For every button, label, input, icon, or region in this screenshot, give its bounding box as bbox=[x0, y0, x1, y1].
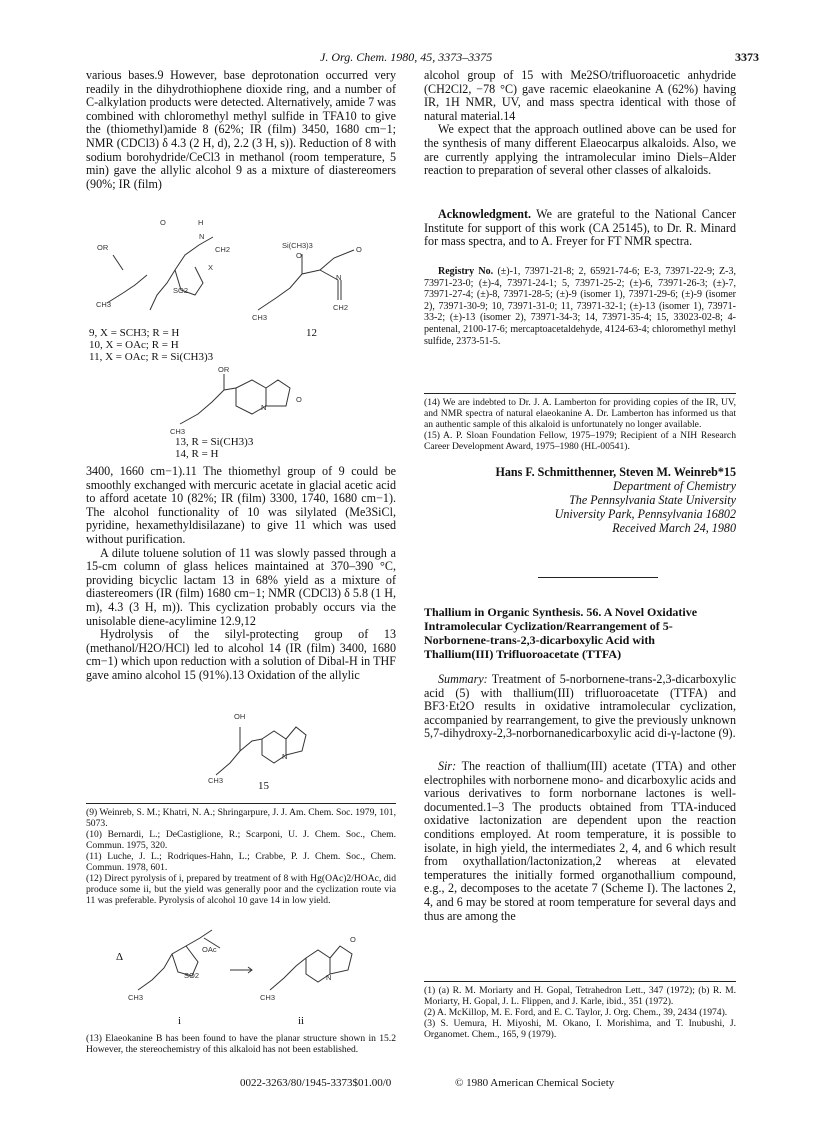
struct-label: O bbox=[296, 395, 302, 404]
footnote-13: (13) Elaeokanine B has been found to have the planar structure shown in 15.2 However, the stereochemistry of this alkaloid has not been established. bbox=[86, 1033, 396, 1055]
right-paragraphs: alcohol group of 15 with Me2SO/trifluoroacetic anhydride (CH2Cl2, −78 °C) gave racemic elaeokanine A (62%) having IR, 1H NMR, UV, and mass spectra identical with those of natural material.14 We expect that the approach outlined above can be used for the synthesis of many different Elaeocarpus alkaloids. Also, we are currently applying the intramolecular imino Diels–Alder reaction to preparation of several other classes of alkaloids. bbox=[424, 68, 736, 178]
struct-label: H bbox=[198, 218, 204, 227]
struct-label: N bbox=[261, 403, 267, 412]
summary-heading: Summary: bbox=[438, 672, 488, 686]
page-number: 3373 bbox=[735, 50, 759, 64]
struct-label: CH3 bbox=[208, 776, 224, 785]
sir-text: The reaction of thallium(III) acetate (TTA) and other electrophiles with norbornene mono- and dicarboxylic acids and various derivatives to form norbornane lactones is well-documented.1–3 The products obtained from TTA-induced oxidative lactonization are dependent upon the reaction conditions employed. At room temperature, it is possible to isolate, in high yield, the intermediates 2, 4, and 6 which result from oxythallation/lactonization,2 whereas at elevated temperatures the initially formed organothallium compound, e.g., 2, decomposes to the acetate 7 (Scheme I). The lactones 2, 4, and 6 may be stored at room temperature for several days and thus are among the bbox=[424, 759, 736, 923]
struct-label: CH3 bbox=[128, 993, 144, 1002]
struct-label: CH3 bbox=[252, 313, 268, 322]
label-12: 12 bbox=[306, 327, 317, 339]
affiliation-line: University Park, Pennsylvania 16802 bbox=[554, 507, 736, 521]
sir-paragraph bbox=[424, 760, 736, 923]
running-header: J. Org. Chem. 1980, 45, 3373–3375 bbox=[320, 50, 493, 64]
reaction-arrow-label: Δ bbox=[116, 951, 124, 963]
structure-9-11 bbox=[95, 215, 255, 325]
struct-label: O bbox=[350, 935, 356, 944]
struct-label: CH2 bbox=[333, 303, 349, 312]
struct-label: O bbox=[356, 245, 362, 254]
struct-label: Si(CH3)3 bbox=[282, 241, 313, 250]
registry-text: (±)-1, 73971-21-8; 2, 65921-74-6; E-3, 73971-22-9; Z-3, 73971-23-0; (±)-4, 73971-24-1; 5, 73971-25-2; (±)-6, 73971-26-3; (±)-7, 73971-27-4; (±)-8, 73971-28-5; (±)-9 (isomer 1), 73971-29-6; (±)-9 (isomer 2), 73971-30-9; 10, 73971-31-0; 11, 73971-32-1; (±)-13 (isomer 1), 73971-33-2; (±)-13 (isomer 2), 73971-34-3; 14, 73971-35-4; 15, 33023-02-8; 4-pentenal, 2100-17-6; mercaptoacetaldehyde, 4124-63-4; chloromethyl methyl sulfide, 2373-51-5. bbox=[424, 266, 736, 347]
label-9-11: 9, X = SCH3; R = H 10, X = OAc; R = H 11, X = OAc; R = Si(CH3)3 bbox=[89, 327, 214, 363]
left-paragraph-2: 3400, 1660 cm−1).11 The thiomethyl group of 9 could be smoothly exchanged with mercuric acetate in glacial acetic acid to afford acetate 10 (82%; IR (film) 3300, 1740, 1680 cm−1). The alcohol functionality of 10 was silylated (Me3SiCl, pyridine, hexamethyldisilazane) to give 11 which was used without purification. A dilute toluene solution of 11 was slowly passed through a 15-cm column of glass helices maintained at 370–390 °C, providing bicyclic lactam 13 in 68% yield as a mixture of diastereomers (IR (film) 1680 cm−1; NMR (CDCl3) δ 5.8 (1 H, m), 4.3 (3 H, m)). This cyclization probably occurs via the unisolable diene-acylimine 12.9,12 Hydrolysis of the silyl-protecting group of 13 (methanol/H2O/HCl) led to alcohol 14 (IR (film) 3400, 1680 cm−1) which upon reduction with a solution of Dibal-H in THF gave amino alcohol 15 (91%).13 Oxidation of the allylic bbox=[86, 464, 396, 682]
structure-13-14 bbox=[160, 362, 310, 437]
label-15: 15 bbox=[258, 780, 269, 792]
struct-label: CH2 bbox=[215, 245, 231, 254]
sir-heading: Sir: bbox=[438, 759, 457, 773]
registry-numbers bbox=[424, 266, 736, 347]
right-references: (1) (a) R. M. Moriarty and H. Gopal, Tetrahedron Lett., 347 (1972); (b) R. M. Moriarty, H. Gopal, J. L. Flippen, and J. Karle, ibid., 351 (1972). (2) A. McKillop, M. E. Ford, and E. C. Taylor, J. Org. Chem., 39, 2434 (1974). (3) S. Uemura, H. Miyoshi, M. Okano, I. Morishima, and T. Inubushi, J. Organomet. Chem., 165, 9 (1979). bbox=[424, 985, 736, 1040]
struct-label: OR bbox=[218, 365, 230, 374]
struct-label: OAc bbox=[202, 945, 217, 954]
struct-label: O bbox=[296, 251, 302, 260]
struct-label: N bbox=[336, 273, 342, 282]
struct-label: CH3 bbox=[96, 300, 112, 309]
footnote-rule bbox=[424, 981, 736, 982]
struct-label: O bbox=[160, 218, 166, 227]
struct-label: OH bbox=[234, 712, 246, 721]
struct-label: SO2 bbox=[173, 286, 189, 295]
affiliation-line: The Pennsylvania State University bbox=[569, 493, 736, 507]
acknowledgment bbox=[424, 208, 736, 249]
footnote-rule bbox=[424, 393, 736, 394]
ack-heading: Acknowledgment. bbox=[438, 207, 532, 221]
label-ii: ii bbox=[298, 1015, 305, 1027]
article-separator bbox=[538, 577, 658, 578]
ack-text: We are grateful to the National Cancer Institute for support of this work (CA 25145), to Dr. R. Minard for mass spectra, and to A. Freyer for FT NMR spectra. bbox=[424, 207, 737, 249]
struct-label: CH3 bbox=[170, 427, 186, 436]
affiliation-line: Department of Chemistry bbox=[613, 479, 736, 493]
right-footnotes: (14) We are indebted to Dr. J. A. Lamberton for providing copies of the IR, UV, and NMR spectra of natural elaeokanine A. Dr. Lamberton has informed us that an authentic sample of this alkaloid is unfortunately no longer available. (15) A. P. Sloan Foundation Fellow, 1975–1979; Recipient of a NIH Research Career Development Award, 1975–1980 (HL-00541). bbox=[424, 397, 736, 452]
registry-heading: Registry No. bbox=[438, 266, 494, 277]
footer-code: 0022-3263/80/1945-3373$01.00/0 bbox=[240, 1077, 392, 1089]
struct-label: N bbox=[326, 973, 332, 982]
article-title: Thallium in Organic Synthesis. 56. A Novel Oxidative Intramolecular Cyclization/Rearrangement of 5-Norbornene-trans-2,3-dicarboxylic Acid with Thallium(III) Trifluoroacetate (TTFA) bbox=[424, 605, 698, 661]
struct-label: N bbox=[282, 752, 288, 761]
struct-label: X bbox=[208, 263, 214, 272]
author-block bbox=[424, 465, 736, 535]
label-13-14: 13, R = Si(CH3)3 14, R = H bbox=[175, 436, 254, 460]
struct-label: OR bbox=[97, 243, 109, 252]
struct-label: CH3 bbox=[260, 993, 276, 1002]
summary-text: Treatment of 5-norbornene-trans-2,3-dicarboxylic acid (5) with thallium(III) trifluoroacetate (TTFA) and BF3·Et2O results in oxidative intramolecular cyclization, accompanied by rearrangement, to give the previously unknown 5,7-dihydroxy-2,3-norbornanedicarboxylic acid di-γ-lactone (9). bbox=[424, 672, 737, 741]
struct-label: SO2 bbox=[184, 971, 200, 980]
structure-15 bbox=[200, 705, 310, 785]
left-footnotes: (9) Weinreb, S. M.; Khatri, N. A.; Shringarpure, J. J. Am. Chem. Soc. 1979, 101, 5073. (10) Bernardi, L.; DeCastiglione, R.; Scarponi, U. J. Chem. Soc., Chem. Commun. 1975, 320. (11) Luche, J. L.; Rodriques-Hahn, L.; Crabbe, P. J. Chem. Soc., Chem. Commun. 1978, 601. (12) Direct pyrolysis of i, prepared by treatment of 8 with Hg(OAc)2/HOAc, did produce some ii, but the yield was generally poor and the cyclization route via 11 was preferable. Pyrolysis of alcohol 10 gave 14 in low yield. bbox=[86, 807, 396, 906]
structures-i-ii bbox=[120, 920, 360, 1010]
footer-copyright: © 1980 American Chemical Society bbox=[455, 1077, 615, 1089]
received-date: Received March 24, 1980 bbox=[612, 521, 736, 535]
footnote-rule bbox=[86, 803, 396, 804]
label-i: i bbox=[178, 1015, 182, 1027]
structure-12 bbox=[238, 230, 368, 325]
authors: Hans F. Schmitthenner, Steven M. Weinreb*15 bbox=[495, 465, 736, 479]
struct-label: N bbox=[199, 232, 205, 241]
summary bbox=[424, 673, 736, 741]
left-paragraph-1: various bases.9 However, base deprotonation occurred very readily in the dihydrothiophene dioxide ring, and a number of C-alkylation products were detected. Alternatively, amide 7 was combined with chloromethyl methyl sulfide in TFA10 to give the (thiomethyl)amide 8 (62%; IR (film) 3450, 1680 cm−1; NMR (CDCl3) δ 4.3 (2 H, d), 2.2 (3 H, s)). Reduction of 8 with sodium borohydride/CeCl3 in methanol (room temperature, 5 min) gave the allylic alcohol 9 as a mixture of diastereomers (90%; IR (film) bbox=[86, 68, 396, 191]
